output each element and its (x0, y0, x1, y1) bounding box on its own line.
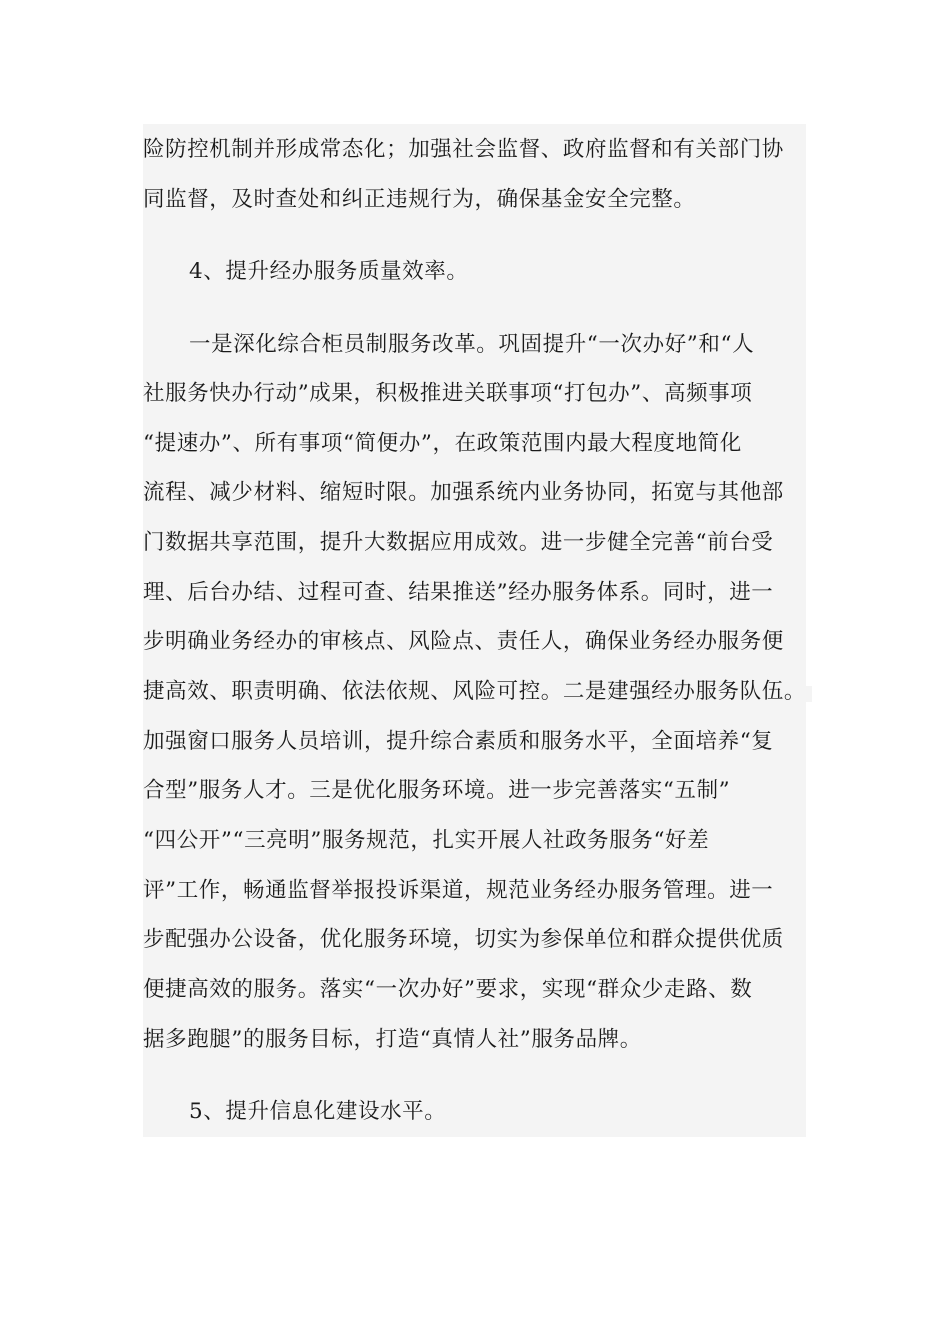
paragraph-line: 门数据共享范围，提升大数据应用成效。进一步健全完善“前台受 (143, 530, 774, 555)
paragraph-line: “四公开”“三亮明”服务规范，扎实开展人社政务服务“好差 (143, 828, 710, 853)
paragraph-line: 同监督，及时查处和纠正违规行为，确保基金安全完整。 (143, 187, 696, 212)
section-heading-5: 5、提升信息化建设水平。 (189, 1099, 447, 1124)
paragraph-line: 一是深化综合柜员制服务改革。巩固提升“一次办好”和“人 (189, 332, 755, 357)
block-notch (806, 686, 812, 702)
paragraph-line: 社服务快办行动”成果，积极推进关联事项“打包办”、高频事项 (143, 381, 753, 406)
paragraph-line: 评”工作，畅通监督举报投诉渠道，规范业务经办服务管理。进一 (143, 878, 774, 903)
paragraph-line: 加强窗口服务人员培训，提升综合素质和服务水平，全面培养“复 (143, 729, 774, 754)
paragraph-line: 步明确业务经办的审核点、风险点、责任人，确保业务经办服务便 (143, 629, 784, 654)
paragraph-line: 险防控机制并形成常态化；加强社会监督、政府监督和有关部门协 (143, 137, 784, 162)
paragraph-line: 合型”服务人才。三是优化服务环境。进一步完善落实“五制” (143, 778, 731, 803)
paragraph-line: “提速办”、所有事项“简便办”，在政策范围内最大程度地简化 (143, 431, 742, 456)
paragraph-line: 据多跑腿”的服务目标，打造“真情人社”服务品牌。 (143, 1027, 642, 1052)
paragraph-line: 便捷高效的服务。落实“一次办好”要求，实现“群众少走路、数 (143, 977, 753, 1002)
paragraph-line: 捷高效、职责明确、依法依规、风险可控。二是建强经办服务队伍。 (143, 679, 807, 704)
section-heading-4: 4、提升经办服务质量效率。 (189, 259, 469, 284)
paragraph-line: 理、后台办结、过程可查、结果推送”经办服务体系。同时，进一 (143, 580, 774, 605)
paragraph-line: 流程、减少材料、缩短时限。加强系统内业务协同，拓宽与其他部 (143, 480, 784, 505)
paragraph-line: 步配强办公设备，优化服务环境，切实为参保单位和群众提供优质 (143, 927, 784, 952)
